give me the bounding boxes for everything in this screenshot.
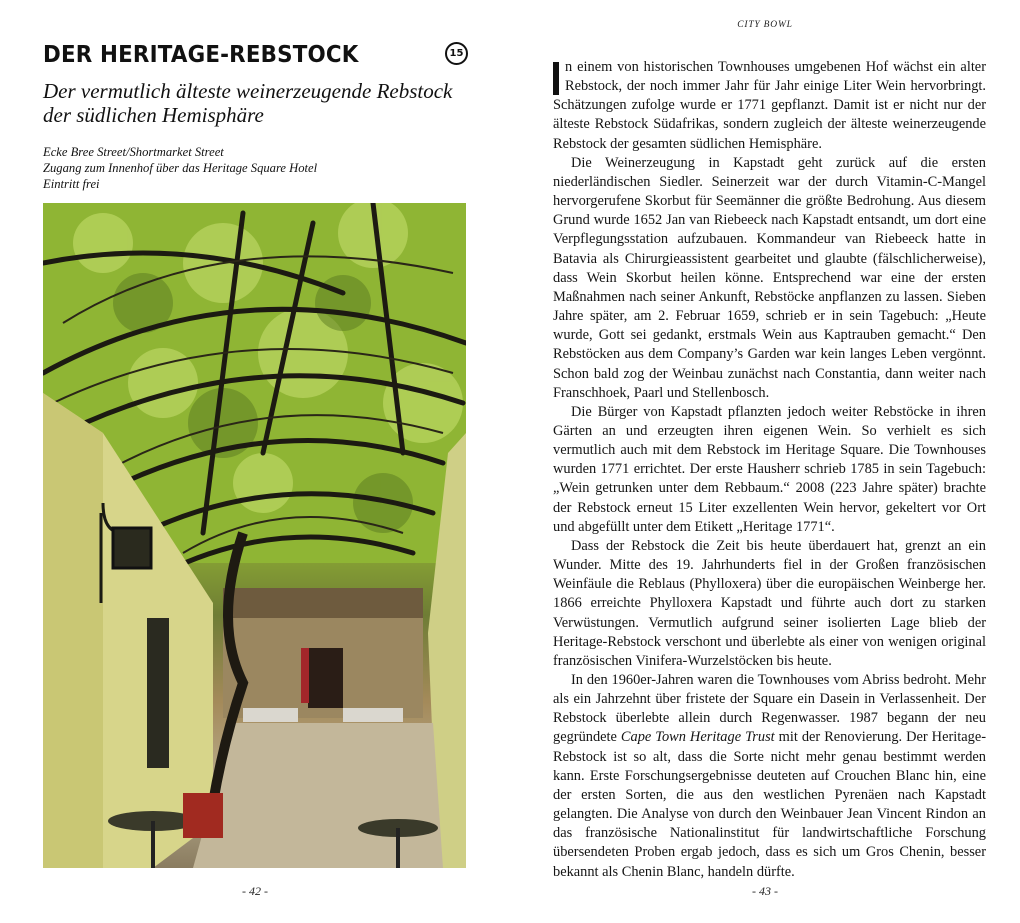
dropcap-I <box>553 62 559 95</box>
title-row <box>43 40 468 70</box>
info-admission: Eintritt frei <box>43 177 100 191</box>
courtyard-vine-photo <box>43 203 466 868</box>
location-number-badge: 15 <box>445 42 468 65</box>
page-number-right: - 43 - <box>752 884 778 898</box>
subtitle: Der vermutlich älteste weinerzeugende Rebstock der südlichen Hemisphäre <box>43 79 453 127</box>
photo-illustration <box>43 203 466 868</box>
heritage-trust-name: Cape Town Heritage Trust <box>620 729 775 746</box>
paragraph-1: n einem von historischen Townhouses umgebenen Hof wächst ein alter Rebstock, der noch immer Jahr für Jahr einige Liter Wein hervorbringt. Schätzungen zufolge wurde er 1771 gepflanzt. Damit ist er nicht nur der älteste Rebstock Südafrikas, sondern zugleich der älteste weinerzeugende Rebstock der gesamten südlichen Hemisphäre. <box>553 59 986 152</box>
location-info <box>43 144 473 192</box>
paragraph-2: Die Weinerzeugung in Kapstadt geht zurück auf die ersten niederländischen Siedler. Seinerzeit war der durch Vitamin-C-Mangel hervorgerufene Skorbut für Seemänner die größte Bedrohung. Aus diesem Grund wurde 1652 Jan van Riebeeck nach Kapstadt entsandt, um dort eine Verpflegungsstation aufzubauen. Kommandeur van Riebeeck hatte in Batavia als Chirurgieassistent gearbeitet und glaubte (fälschlicherweise), dass Wein Skorbut heilen könne. Entsprechend war eine der ersten Maßnahmen nach seiner Ankunft, Rebstöcke anpflanzen zu lassen. Sieben Jahre später, am 2. Februar 1659, schrieb er in sein Tagebuch: „Heute wurde, Gott sei gedankt, erstmals Wein aus Kaptrauben gemacht.“ Den Rebstöcken aus dem Company’s Garden war kein langes Leben vergönnt. Schon bald zog der Weinbau zunächst nach Constantia, dann weiter nach Franschhoek, Paarl und Stellenbosch. <box>553 154 986 401</box>
paragraph-3: Die Bürger von Kapstadt pflanzten jedoch weiter Rebstöcke in ihren Gärten an und erzeugten ihren eigenen Wein. So verhielt es sich vermutlich auch mit dem Rebstock im Heritage Square. Die Townhouses wurden 1771 errichtet. Der erste Hausherr schrieb 1785 in sein Tagebuch: „Wein getrunken unter dem Rebbaum.“ 2008 (223 Jahre später) brachte der Rebstock erneut 15 Liter exzellenten Wein hervor, gekeltert vor Ort und abgefüllt unter dem Etikett „Heritage 1771“. <box>553 403 986 535</box>
paragraph-5: In den 1960er-Jahren waren die Townhouses vom Abriss bedroht. Mehr als ein Jahrzehnt über fristete der Square ein Dasein in Verlassenheit. Der Rebstock überlebte allein durch Regenwasser. 1987 begann der neu gegründete Cape Town Heritage Trust mit der Renovierung. Der Heritage-Rebstock ist so alt, dass die Sorte nicht mehr genau bestimmt werden kann. Erste Forschungsergebnisse deuteten auf Crouchen Blanc hin, eine der ersten Sorten, die aus den westlichen Pyrenäen nach Kapstadt gelangten. Die Analyse von durch den Weinbauer Jean Vincent Rindon an das französische Nationalinstitut für landwirtschaftliche Forschung übersendeten Proben ergab jedoch, dass es sich um Gros Chenin, besser bekannt als Chenin Blanc, handeln dürfte. <box>553 672 987 880</box>
info-access: Zugang zum Innenhof über das Heritage Square Hotel <box>43 161 318 175</box>
info-address: Ecke Bree Street/Shortmarket Street <box>43 145 224 159</box>
page-title: DER HERITAGE-REBSTOCK <box>43 42 359 68</box>
article-body <box>553 58 986 882</box>
paragraph-4: Dass der Rebstock die Zeit bis heute überdauert hat, grenzt an ein Wunder. Mitte des 19. Jahrhunderts fiel in der Großen französischen Weinfäule die Reblaus (Phylloxera) über die europäischen Weinberge her. 1866 erreichte Phylloxera Kapstadt und führte auch dort zu starken Verwüstungen. Vermutlich aufgrund seiner isolierten Lage blieb der Heritage-Rebstock verschont und überlebte als einer von wenigen original französischen Vinifera-Wurzelstöcken bis heute. <box>553 537 986 669</box>
right-page <box>510 0 1020 923</box>
page-number-left: - 42 - <box>242 884 268 898</box>
running-head: CITY BOWL <box>737 20 793 30</box>
